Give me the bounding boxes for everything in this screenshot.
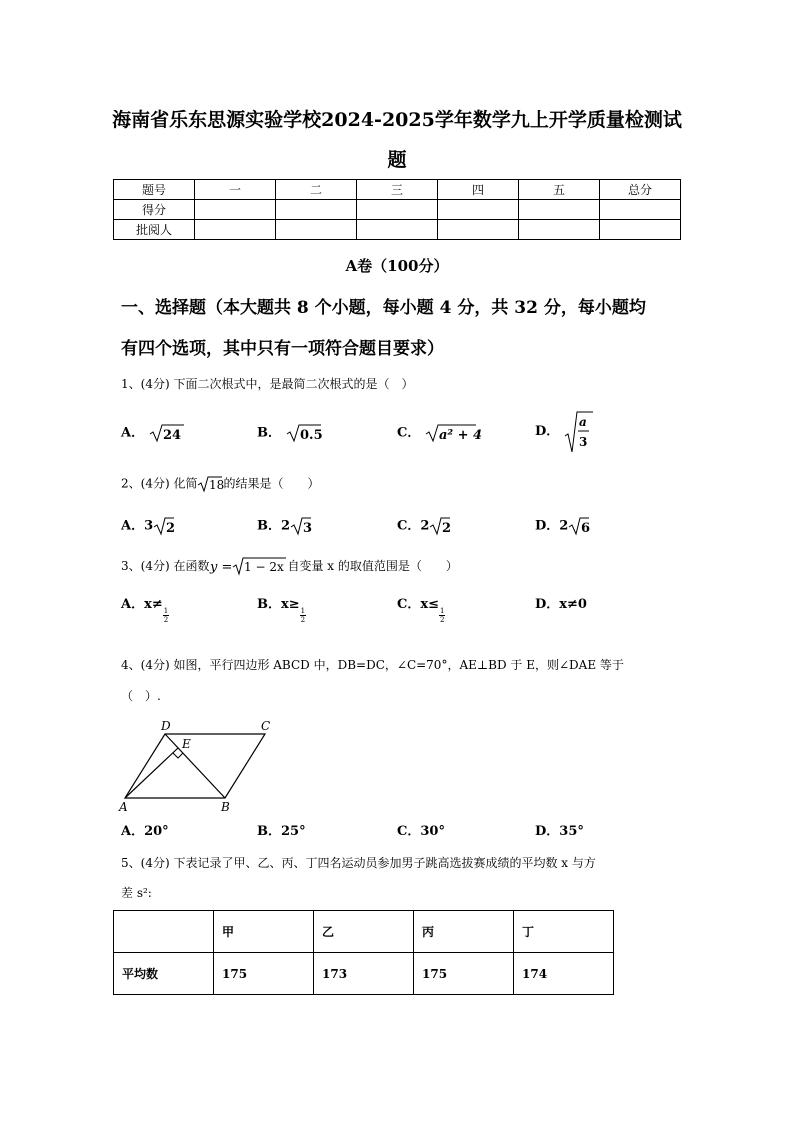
score-table [113,179,681,240]
label-b: B [221,800,230,814]
score-cell [195,200,276,220]
score-table-header-row [114,180,681,200]
label-a: A [119,800,128,814]
table-cell: 175 [414,953,514,995]
q1-option-b [257,423,322,443]
svg-text:6: 6 [581,521,591,536]
score-header-cell: 一 [195,180,276,200]
sqrt-symbol [425,423,482,443]
q4-option-a: A．20° [121,824,169,839]
question-5-stem-line1: 5、(4分) 下表记录了甲、乙、丙、丁四名运动员参加男子跳高选拔赛成绩的平均数 x 与方 [121,856,596,870]
option-letter: D． [535,424,560,439]
svg-text:1 − 2x: 1 − 2x [244,560,285,574]
section-heading-line1: 一、选择题（本大题共 8 个小题，每小题 4 分，共 32 分，每小题均 [121,298,646,318]
table-header-cell: 丙 [414,911,514,953]
score-cell [276,220,357,240]
sqrt-fraction-symbol [564,410,594,454]
table-row-label: 平均数 [114,953,214,995]
table-cell: 174 [514,953,614,995]
q2-option-b: B．2 3 [257,516,312,536]
sqrt-symbol [153,516,175,536]
q3-option-d: D．x≠0 [535,597,587,612]
score-cell [600,220,681,240]
table-cell: 175 [214,953,314,995]
q3-option-b: B．x≥ $\frac{1}{2}$ [257,597,306,624]
question-5-stem-line2: 差 s²: [121,886,152,900]
table-cell: 173 [314,953,414,995]
diagonal-db [165,734,225,798]
sqrt-symbol [568,516,590,536]
q1-option-a [121,423,185,443]
section-heading-line2: 有四个选项，其中只有一项符合题目要求） [121,339,444,359]
svg-text:2: 2 [166,521,176,536]
document-title-line2: 题 [387,149,407,171]
sqrt-radicand: a² + 4 [438,428,482,443]
right-angle-mark [173,753,183,758]
score-cell [519,200,600,220]
score-header-cell: 总分 [600,180,681,200]
coefficient: 2 [420,518,430,534]
svg-text:a: a [578,415,587,429]
table-header-cell [114,911,214,953]
parallelogram-figure [115,716,280,814]
score-cell [357,200,438,220]
score-cell [519,220,600,240]
question-1-stem: 1、(4分) 下面二次根式中，是最简二次根式的是（ ） [121,377,414,391]
label-e: E [182,737,191,751]
coefficient: 2 [281,518,291,534]
sqrt-symbol [429,516,451,536]
sqrt-radicand: 0.5 [299,428,323,443]
q3-option-c: C．x≤ $\frac{1}{2}$ [397,597,445,624]
fraction: $\frac{1}{2}$ [163,607,169,624]
label-d: D [161,719,171,733]
score-cell [438,200,519,220]
sqrt-radicand: 24 [162,428,181,443]
question-3-stem: 3、(4分) 在函数 y = 1 − 2x 自变量 x 的取值范围是（ ） [121,556,458,576]
q4-option-d: D．35° [535,824,584,839]
score-header-cell: 二 [276,180,357,200]
score-cell [438,220,519,240]
score-table-row [114,200,681,220]
fraction: $\frac{1}{2}$ [300,607,306,624]
sqrt-radicand: 18 [209,478,225,492]
question-4-stem-line1: 4、(4分) 如图，平行四边形 ABCD 中，DB=DC，∠C=70°，AE⊥BD 于 E，则∠DAE 等于 [121,658,624,672]
score-row-label: 得分 [114,200,195,220]
label-c: C [261,719,271,733]
score-cell [600,200,681,220]
q4-option-b: B．25° [257,824,306,839]
score-table-row [114,220,681,240]
svg-text:y =: y = [210,560,233,575]
svg-text:2: 2 [442,521,452,536]
table-header-row [114,911,614,953]
score-row-label: 批阅人 [114,220,195,240]
fraction: $\frac{1}{2}$ [440,607,445,624]
coefficient: 3 [144,518,154,534]
q4-option-c: C．30° [397,824,445,839]
score-header-cell: 三 [357,180,438,200]
table-header-cell: 乙 [314,911,414,953]
score-header-cell: 四 [438,180,519,200]
volume-heading: A卷（100分） [345,257,449,275]
q1-option-c [397,423,482,443]
sqrt-symbol [286,423,322,443]
svg-text:3: 3 [303,521,313,536]
score-header-cell: 五 [519,180,600,200]
option-letter: C． [397,425,421,441]
table-row [114,953,614,995]
score-cell [276,200,357,220]
svg-text:3: 3 [578,435,588,449]
table-header-cell: 甲 [214,911,314,953]
option-letter: A． [121,425,145,441]
athlete-stats-table [113,910,614,995]
question-4-stem-line2: （ ）. [121,689,161,703]
document-title-line1: 海南省乐东思源实验学校2024-2025学年数学九上开学质量检测试 [112,109,682,131]
score-cell [195,220,276,240]
question-2-stem: 2、(4分) 化简 18 的结果是（ ） [121,476,320,492]
q2-option-d: D．2 6 [535,516,590,536]
score-cell [357,220,438,240]
function-formula [209,556,287,576]
sqrt-symbol [149,423,185,443]
option-letter: B． [257,425,281,441]
q1-option-d [535,410,594,454]
q2-option-a: A．3 2 [121,516,175,536]
q3-option-a: A．x≠ $\frac{1}{2}$ [121,597,169,624]
sqrt-symbol [290,516,312,536]
q2-option-c: C．2 2 [397,516,451,536]
score-header-cell: 题号 [114,180,195,200]
sqrt-symbol [197,475,223,493]
coefficient: 2 [559,518,569,534]
table-header-cell: 丁 [514,911,614,953]
